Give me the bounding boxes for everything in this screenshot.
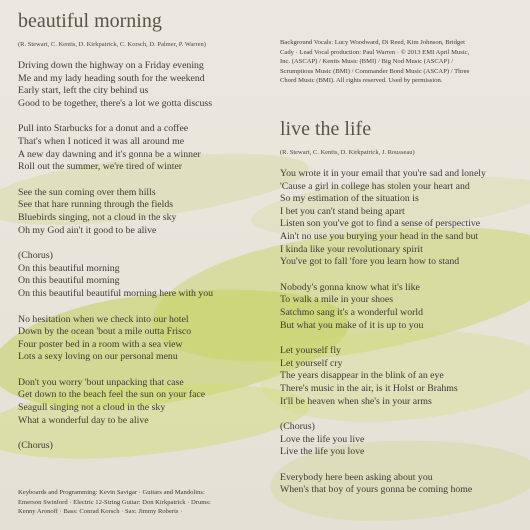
verse-1 (18, 60, 268, 110)
verse-4 (18, 314, 268, 364)
credit-line: Emerson Swinford · Electric 12-String Guitar: Don Kirkpatrick · Drums: (18, 498, 211, 506)
lyric-line: Pull into Starbucks for a donut and a coffee (18, 123, 189, 135)
lyric-line: On this beautiful morning (18, 262, 120, 274)
lyric-line: Lots a sexy loving on our personal menu (18, 351, 178, 363)
credits-block (280, 38, 525, 86)
lyric-line: Let yourself cry (280, 357, 343, 369)
lyric-line: Four poster bed in a room with a sea view (18, 338, 183, 350)
lyric-line: I bet you can't stand being apart (280, 205, 405, 217)
chorus-label: (Chorus) (280, 421, 315, 433)
lyric-line: Me and my lady heading south for the weekend (18, 72, 205, 84)
lyric-line: Down by the ocean 'bout a mile outta Frisco (18, 326, 192, 338)
song-live-the-life (280, 118, 525, 510)
lyric-line: On this beautiful morning (18, 275, 120, 287)
chorus-label: (Chorus) (18, 440, 53, 452)
credit-line: Inc. (ASCAP) / Kentis Music (BMI) / Big Nod Music (ASCAP) / (280, 58, 453, 66)
lyric-line: Live the life you love (280, 446, 365, 458)
lyric-line: Driving down the highway on a Friday evening (18, 60, 204, 71)
lyric-line: 'Cause a girl in college has stolen your heart and (280, 180, 470, 192)
lyric-line: See the sun coming over them hills (18, 186, 156, 198)
chorus (280, 421, 525, 459)
lyric-line: Nobody's gonna know what it's like (280, 281, 420, 293)
song-title: beautiful morning (18, 10, 162, 32)
lyric-line: Don't you worry 'bout unpacking that case (18, 376, 184, 388)
verse-1 (280, 168, 525, 269)
lyric-line: You've got to fall 'fore you learn how to stand (280, 256, 460, 268)
musician-credits (18, 488, 268, 517)
lyric-line: Listen son you've got to find a sense of perspective (280, 218, 481, 230)
lyric-line: Bluebirds singing, not a cloud in the sky (18, 211, 177, 223)
verse-3 (18, 187, 268, 237)
lyric-line: There's music in the air, is it Holst or Brahms (280, 382, 458, 394)
credit-line: Cady · Lead Vocal production: Paul Warren · © 2013 EMI April Music, (280, 48, 470, 56)
lyric-line: You wrote it in your email that you're sad and lonely (280, 168, 486, 179)
lyric-line: On this beautiful beautiful morning here with you (18, 287, 214, 299)
lyric-line: Ain't no use you burying your head in the sand but (280, 230, 479, 242)
songwriter-credits: (R. Stewart, C. Kentis, D. Kirkpatrick, J. Rousseau) (280, 149, 415, 156)
verse-3 (280, 345, 525, 408)
lyric-line: Satchmo sang it's a wonderful world (280, 306, 423, 318)
lyric-line: What a wonderful day to be alive (18, 414, 149, 426)
lyric-line: To walk a mile in your shoes (280, 294, 394, 306)
lyric-line: The years disappear in the blink of an eye (280, 370, 444, 382)
lyric-line: A new day dawning and it's gonna be a winner (18, 148, 201, 160)
credit-line: Keyboards and Programming: Kevin Savigar · Guitars and Mandolins: (18, 489, 205, 496)
lyric-line: Let yourself fly (280, 345, 341, 357)
lyric-line: Love the life you live (280, 433, 365, 445)
chorus (18, 250, 268, 300)
song-title: live the life (280, 118, 372, 140)
lyric-line: When's that boy of yours gonna be coming home (280, 484, 473, 496)
verse-5 (18, 377, 268, 427)
lyric-line: Get down to the beach feel the sun on your face (18, 389, 206, 401)
verse-2 (18, 123, 268, 173)
lyric-line: Early start, left the city behind us (18, 85, 149, 97)
songwriter-credits: (R. Stewart, C. Kentis, D. Kirkpatrick, C. Korsch, D. Palmer, P. Warren) (18, 41, 206, 48)
lyric-line: No hesitation when we check into our hotel (18, 313, 189, 325)
lyric-line: Oh my God ain't it good to be alive (18, 224, 157, 236)
lyric-line: That's when I noticed it was all around me (18, 135, 185, 147)
song-beautiful-morning (18, 10, 268, 466)
lyric-line: It'll be heaven when she's in your arms (280, 395, 432, 407)
lyric-line: So my estimation of the situation is (280, 193, 419, 205)
lyric-line: Good to be together, there's a lot we gotta discuss (18, 97, 213, 109)
lyric-line: Everybody here been asking about you (280, 471, 433, 483)
credit-line: Chord Music (BMI). All rights reserved. Used by permission. (280, 77, 443, 85)
lyric-line: I kinda like your revolutionary spirit (280, 243, 423, 255)
production-credits (280, 38, 525, 116)
lyric-line: Roll out the summer, we're tired of winter (18, 161, 183, 173)
verse-4 (280, 472, 525, 497)
credit-line: Background Vocals: Lucy Woodward, Di Reed, Kim Johnson, Bridget (280, 39, 465, 46)
lyric-line: See that hare running through the fields (18, 199, 174, 211)
lyric-line: But what you make of it is up to you (280, 319, 424, 331)
chorus-repeat (18, 440, 268, 453)
chorus-label: (Chorus) (18, 250, 53, 262)
verse-2 (280, 282, 525, 332)
credit-line: Scrumptious Music (BMI) / Commander Bond Music (ASCAP) / Three (280, 67, 470, 75)
lyric-line: Seagull singing not a cloud in the sky (18, 402, 166, 414)
credit-line: Kenny Aronoff · Bass: Conrad Korsch · Sax: Jimmy Roberts · (18, 508, 183, 516)
